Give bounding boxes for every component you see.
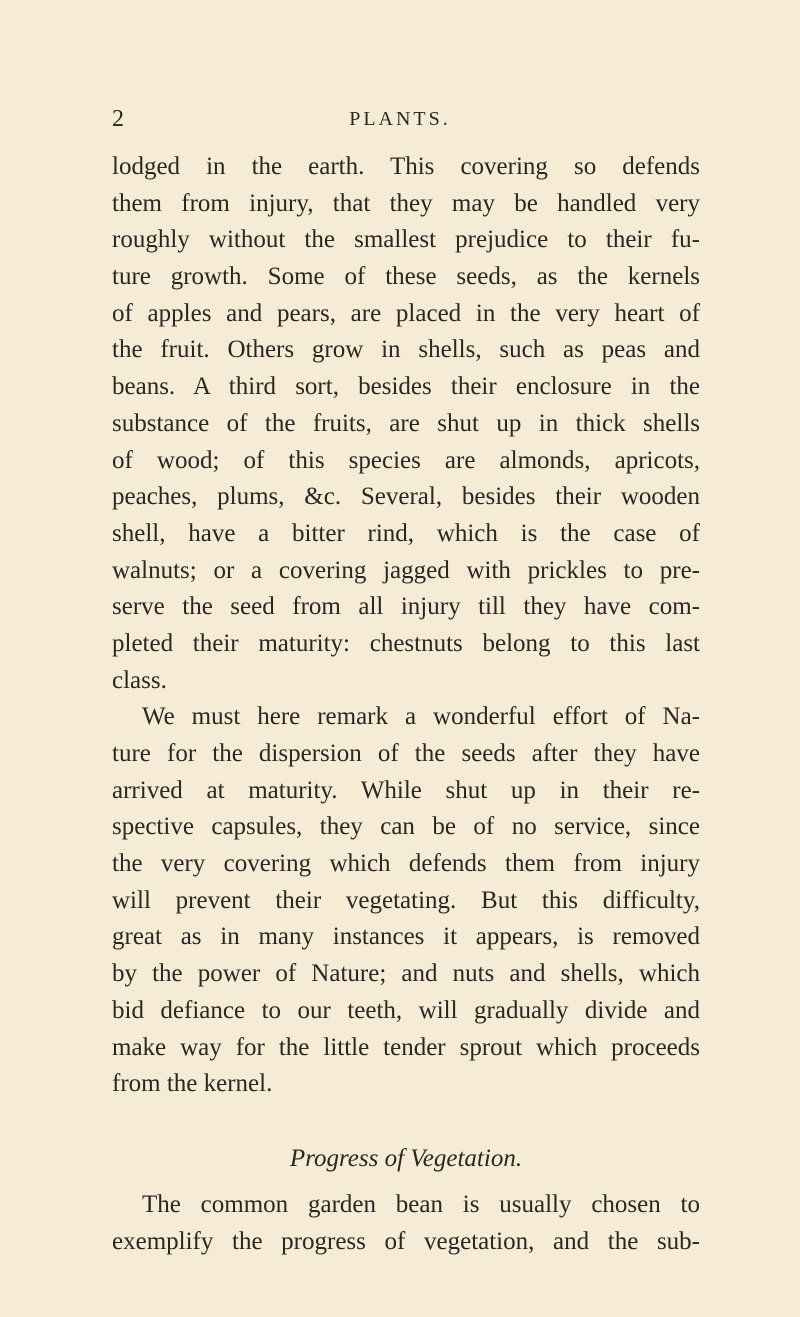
page-number: 2: [112, 106, 125, 132]
text-line: of wood; of this species are almonds, apricots,: [112, 446, 700, 474]
paragraph-3: [112, 1187, 700, 1260]
text-line: roughly without the smallest prejudice to their fu-: [112, 226, 700, 254]
text-line: lodged in the earth. This covering so defends: [112, 153, 700, 180]
text-line: of apples and pears, are placed in the very heart of: [112, 299, 700, 327]
text-line: by the power of Nature; and nuts and shells, which: [112, 960, 700, 988]
text-line: will prevent their vegetating. But this difficulty,: [112, 886, 700, 914]
text-line: serve the seed from all injury till they have com-: [112, 593, 700, 621]
text-line: arrived at maturity. While shut up in their re-: [112, 776, 700, 804]
text-line: them from injury, that they may be handled very: [112, 189, 700, 217]
body-text: [112, 149, 700, 1260]
running-head: [0, 100, 800, 140]
paragraph-1: [112, 149, 700, 699]
text-line: shell, have a bitter rind, which is the case of: [112, 519, 700, 547]
text-line: walnuts; or a covering jagged with prickles to pre-: [112, 556, 700, 584]
text-line: ture growth. Some of these seeds, as the kernels: [112, 263, 700, 291]
text-line: great as in many instances it appears, is removed: [112, 923, 700, 951]
text-line: beans. A third sort, besides their enclosure in the: [112, 373, 700, 401]
text-line: from the kernel.: [112, 1070, 273, 1098]
text-line: the fruit. Others grow in shells, such as peas and: [112, 336, 700, 364]
text-line: The common garden bean is usually chosen to: [142, 1190, 700, 1218]
text-line: make way for the little tender sprout which proceeds: [112, 1033, 700, 1061]
text-line: the very covering which defends them from injury: [112, 850, 700, 878]
text-line: class.: [112, 666, 167, 694]
text-line: ture for the dispersion of the seeds after they have: [112, 740, 700, 767]
paragraph-2: [112, 699, 700, 1103]
section-heading: Progress of Vegetation.: [289, 1144, 523, 1172]
text-line: We must here remark a wonderful effort of Na-: [142, 703, 700, 731]
text-line: pleted their maturity: chestnuts belong to this last: [112, 629, 700, 657]
text-line: bid defiance to our teeth, will gradually divide and: [112, 996, 700, 1024]
text-line: spective capsules, they can be of no service, since: [112, 813, 700, 841]
text-line: substance of the fruits, are shut up in thick shells: [112, 409, 700, 437]
text-line: exemplify the progress of vegetation, and the sub-: [112, 1227, 700, 1255]
text-line: peaches, plums, &c. Several, besides their wooden: [112, 483, 700, 511]
running-title: PLANTS.: [349, 108, 451, 130]
